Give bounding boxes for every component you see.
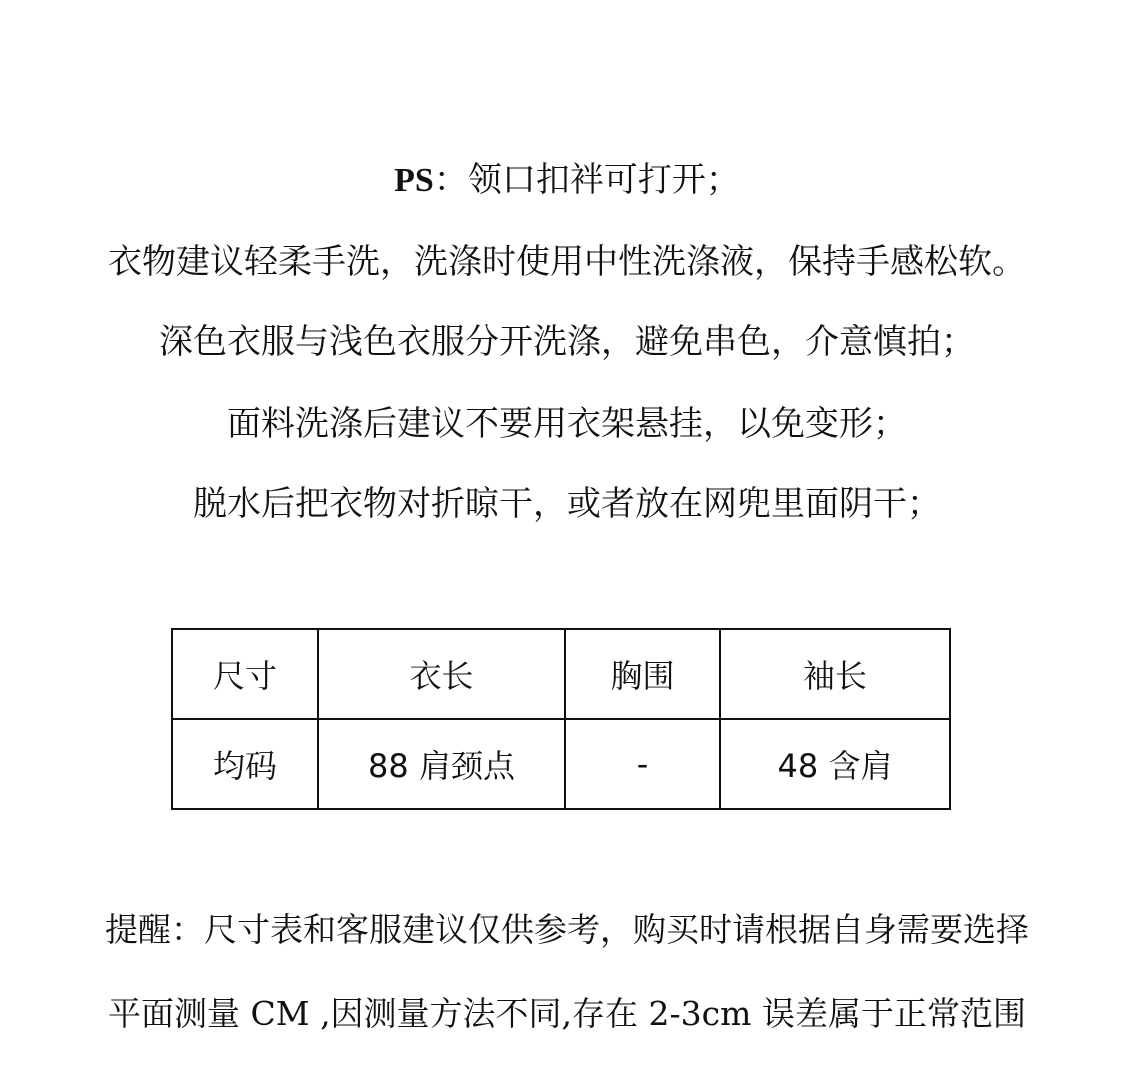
cell-size: 均码	[172, 719, 318, 809]
header-size: 尺寸	[172, 629, 318, 719]
header-sleeve: 袖长	[720, 629, 950, 719]
table-header-row	[172, 629, 950, 719]
ps-colon: ：	[433, 160, 468, 200]
ps-text: 领口扣袢可打开；	[467, 160, 740, 200]
care-note-separate-colors: 深色衣服与浅色衣服分开洗涤，避免串色，介意慎拍；	[159, 322, 975, 362]
header-chest: 胸围	[565, 629, 720, 719]
size-table	[171, 628, 951, 810]
care-note-ps	[0, 158, 1134, 203]
cell-sleeve: 48 含肩	[720, 719, 950, 809]
cell-chest: -	[565, 719, 720, 809]
ps-label: PS	[394, 162, 434, 199]
reminder-line-1: 提醒：尺寸表和客服建议仅供参考，购买时请根据自身需要选择	[105, 910, 1029, 949]
header-length: 衣长	[318, 629, 565, 719]
cell-length: 88 肩颈点	[318, 719, 565, 809]
care-note-dry: 脱水后把衣物对折晾干，或者放在网兜里面阴干；	[193, 484, 941, 524]
reminder-line-2: 平面测量 CM ,因测量方法不同,存在 2-3cm 误差属于正常范围	[108, 994, 1026, 1033]
care-note-no-hanger: 面料洗涤后建议不要用衣架悬挂，以免变形；	[227, 404, 907, 444]
table-row	[172, 719, 950, 809]
care-note-wash: 衣物建议轻柔手洗，洗涤时使用中性洗涤液，保持手感松软。	[108, 242, 1026, 282]
